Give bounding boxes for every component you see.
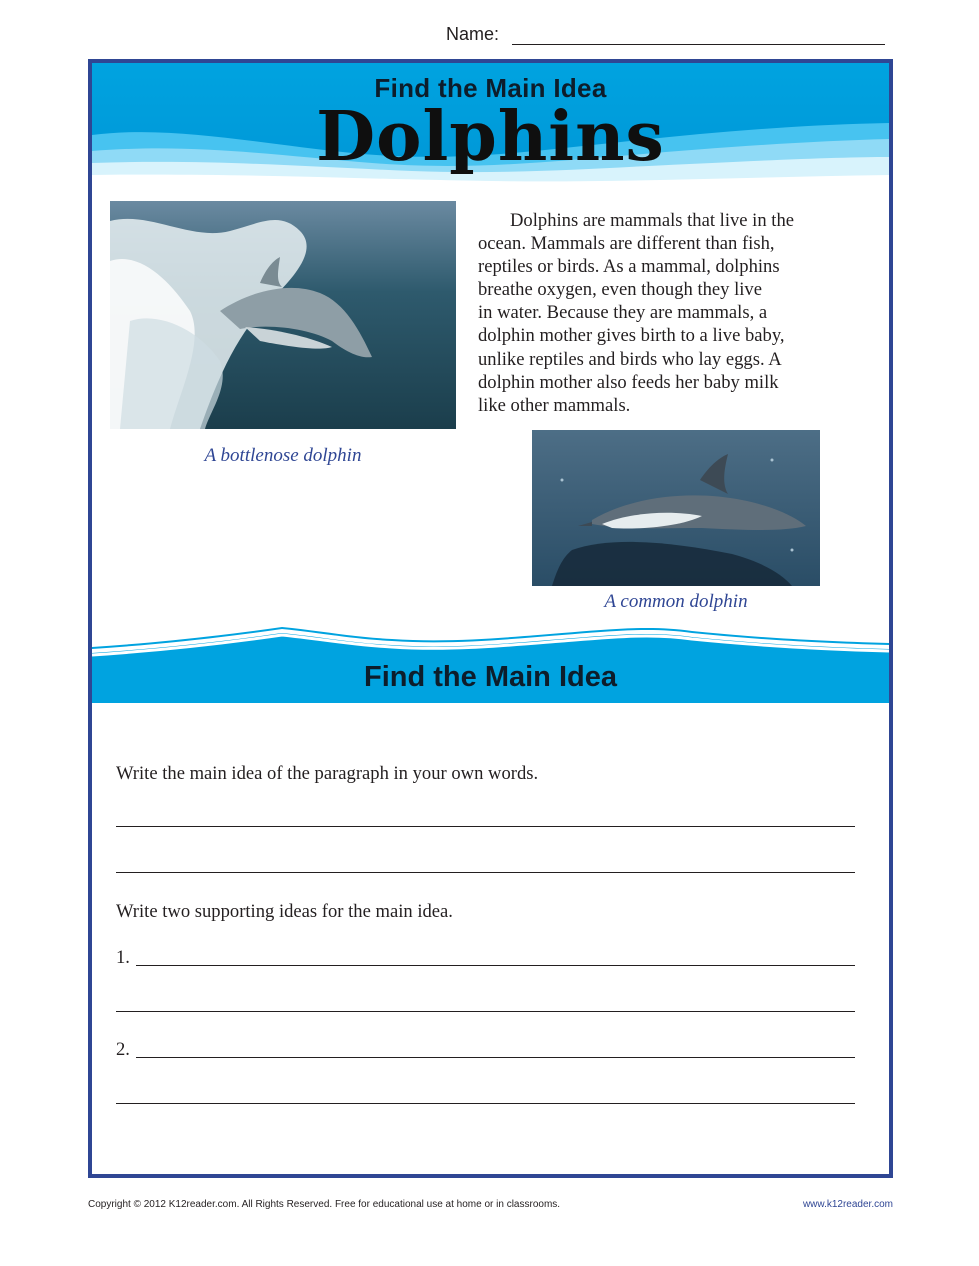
reading-paragraph (478, 209, 860, 417)
name-field-row (446, 24, 499, 45)
main-idea-answer-line[interactable] (116, 872, 855, 873)
paragraph-line: unlike reptiles and birds who lay eggs. A (478, 348, 782, 370)
main-idea-answer-line[interactable] (116, 826, 855, 827)
copyright-text: Copyright © 2012 K12reader.com. All Rights Reserved. Free for educational use at home or in classrooms. (88, 1199, 561, 1210)
section-heading: Find the Main Idea (364, 661, 617, 693)
paragraph-line: like other mammals. (478, 394, 631, 416)
title-banner (92, 63, 889, 187)
item-number-1: 1. (116, 947, 130, 968)
page-title: Dolphins (316, 97, 665, 177)
common-dolphin-photo (532, 430, 820, 586)
supporting-idea-1-line[interactable] (116, 1011, 855, 1012)
common-dolphin-caption: A common dolphin (604, 591, 748, 612)
main-idea-prompt: Write the main idea of the paragraph in your own words. (116, 763, 539, 784)
bottlenose-dolphin-photo (110, 201, 456, 429)
bottlenose-caption: A bottlenose dolphin (204, 445, 362, 466)
website-link[interactable]: www.k12reader.com (802, 1199, 893, 1210)
paragraph-line: reptiles or birds. As a mammal, dolphins (478, 256, 780, 278)
paragraph-line: ocean. Mammals are different than fish, (478, 233, 775, 255)
worksheet-frame (88, 59, 893, 1178)
paragraph-line: Dolphins are mammals that live in the (510, 210, 795, 231)
paragraph-line: dolphin mother gives birth to a live baby, (478, 325, 785, 347)
supporting-ideas-prompt: Write two supporting ideas for the main idea. (116, 901, 453, 922)
supporting-idea-2-line[interactable] (116, 1103, 855, 1104)
banner-subtitle: Find the Main Idea (374, 73, 607, 103)
item-number-2: 2. (116, 1039, 130, 1060)
paragraph-line: dolphin mother also feeds her baby milk (478, 371, 779, 393)
name-write-line[interactable] (512, 44, 885, 45)
paragraph-line: breathe oxygen, even though they live (478, 279, 762, 301)
supporting-idea-1-line[interactable] (136, 965, 855, 966)
paragraph-line: in water. Because they are mammals, a (478, 302, 768, 324)
name-label: Name: (446, 24, 500, 44)
supporting-idea-2-line[interactable] (136, 1057, 855, 1058)
section-banner (92, 623, 889, 703)
